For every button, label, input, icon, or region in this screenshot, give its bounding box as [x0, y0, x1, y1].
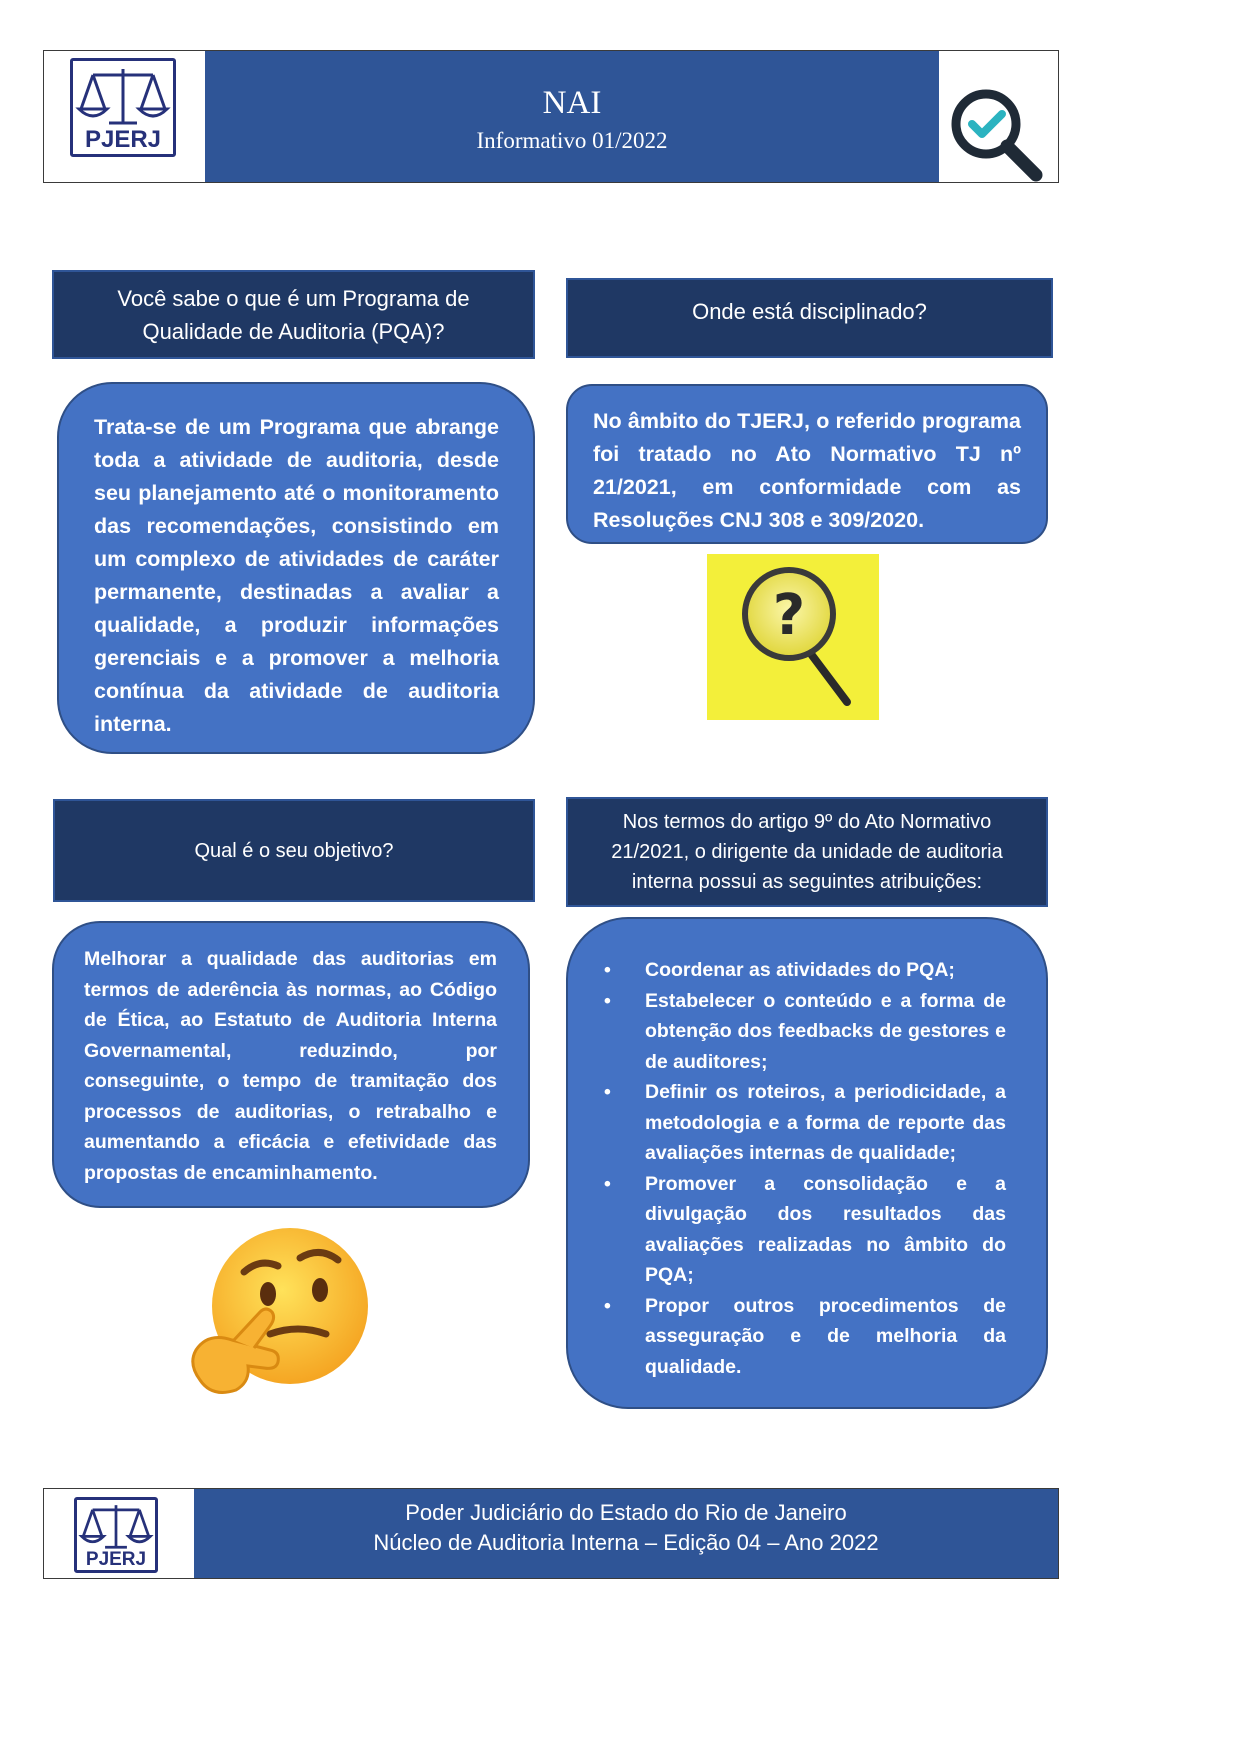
thinking-face-image: [178, 1222, 382, 1400]
duty-item: [568, 1169, 1006, 1291]
duties-answer-box: [566, 917, 1048, 1409]
pqa-answer-box: [57, 382, 535, 754]
duty-item-text: Propor outros procedimentos de asseguração e de melhoria da qualidade.: [645, 1294, 1006, 1378]
magnifier-check-icon: [946, 84, 1046, 184]
duty-item-text: Definir os roteiros, a periodicidade, a metodologia e a forma de reporte das avaliações internas de qualidade;: [645, 1081, 1006, 1164]
magnifier-question-icon: [707, 554, 879, 720]
newsletter-subtitle: Informativo 01/2022: [476, 128, 668, 153]
footer-line2: Núcleo de Auditoria Interna – Edição 04 – Ano 2022: [373, 1530, 879, 1555]
footer-logo-text: PJERJ: [85, 1549, 147, 1570]
duties-question-box: [566, 797, 1048, 907]
duty-item-text: Estabelecer o conteúdo e a forma de obtenção dos feedbacks de gestores e de auditores;: [645, 989, 1006, 1073]
duties-question-line3: interna possui as seguintes atribuições:: [631, 871, 983, 893]
pjerj-logo: [68, 56, 178, 159]
bullet-icon: •: [604, 1172, 611, 1195]
footer-line1: Poder Judiciário do Estado do Rio de Janeiro: [405, 1500, 847, 1525]
newsletter-title: NAI: [542, 85, 602, 121]
duties-question-line2: 21/2021, o dirigente da unidade de auditoria: [611, 841, 1003, 863]
scales-icon: [77, 1502, 155, 1552]
duty-item-text: Coordenar as atividades do PQA;: [645, 959, 955, 981]
svg-text:?: ?: [772, 583, 806, 648]
pqa-question-line2: Qualidade de Auditoria (PQA)?: [142, 318, 445, 344]
pqa-question-line1: Você sabe o que é um Programa de: [117, 285, 470, 311]
bullet-icon: •: [604, 959, 611, 981]
objective-question-box: [53, 799, 535, 902]
objective-answer-text: Melhorar a qualidade das auditorias em termos de aderência às normas, ao Código de Ética, ao Estatuto de Auditoria Interna Governamental, reduzindo, por conseguinte, o tempo de tramitação dos processos de auditorias, o retrabalho e aumentando a eficácia e efetividade das propostas de encaminhamento.: [84, 948, 497, 1184]
pqa-answer-text: Trata-se de um Programa que abrange toda a atividade de auditoria, desde seu planejamento até o monitoramento das recomendações, consistindo em um complexo de atividades de caráter permanente, destinadas a avaliar a qualidade, a produzir informações gerenciais e a promover a melhoria contínua da atividade de auditoria interna.: [94, 415, 499, 736]
duty-item: [568, 986, 1006, 1078]
duty-item: [568, 1291, 1006, 1383]
footer-pjerj-logo: [70, 1495, 162, 1575]
discipline-question-box: [566, 278, 1053, 358]
duty-item: [568, 1077, 1006, 1169]
duties-question-line1: Nos termos do artigo 9º do Ato Normativo: [622, 811, 992, 833]
discipline-answer-text: No âmbito do TJERJ, o referido programa foi tratado no Ato Normativo TJ nº 21/2021, em conformidade com as Resoluções CNJ 308 e 309/2020.: [593, 409, 1021, 532]
logo-text: PJERJ: [84, 126, 162, 153]
duty-item-text: Promover a consolidação e a divulgação dos resultados das avaliações realizadas no âmbito do PQA;: [645, 1172, 1006, 1286]
pqa-question-box: [52, 270, 535, 359]
thinking-face-icon: [178, 1222, 382, 1400]
duties-list: [568, 955, 1006, 1382]
bullet-icon: •: [604, 1294, 611, 1317]
duty-item: [568, 955, 1006, 986]
discipline-answer-box: [566, 384, 1048, 544]
bullet-icon: •: [604, 989, 611, 1012]
bullet-icon: •: [604, 1081, 611, 1103]
scales-icon: [73, 65, 173, 129]
objective-answer-box: [52, 921, 530, 1208]
discipline-question: Onde está disciplinado?: [692, 299, 927, 324]
magnifier-question-image: [707, 554, 879, 720]
objective-question: Qual é o seu objetivo?: [194, 839, 394, 862]
